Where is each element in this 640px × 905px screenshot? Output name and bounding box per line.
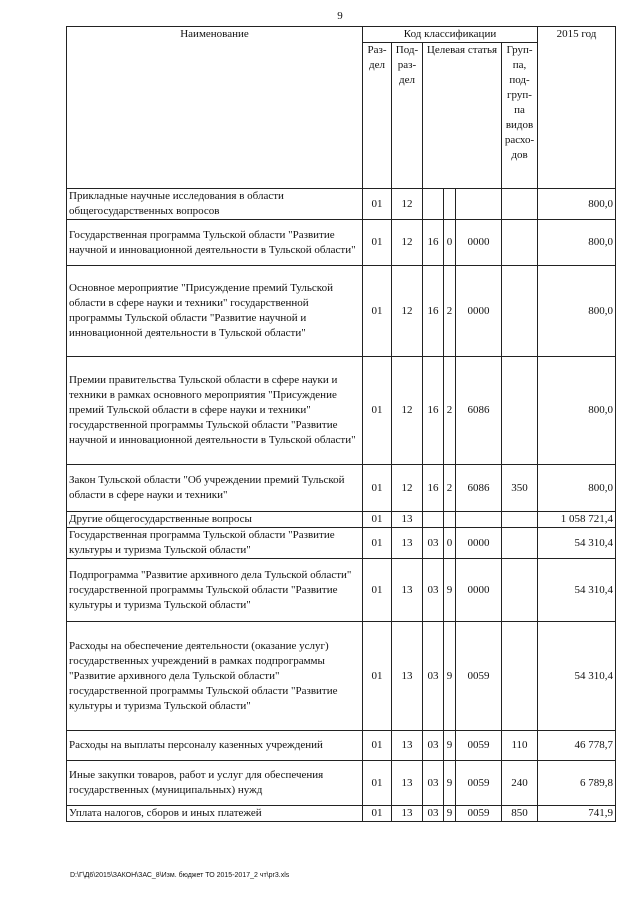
row-target-program: 16 xyxy=(423,266,444,357)
row-subsection: 12 xyxy=(392,465,423,512)
row-subsection: 13 xyxy=(392,731,423,761)
row-subsection: 12 xyxy=(392,266,423,357)
table-row xyxy=(67,220,616,266)
table-row xyxy=(67,357,616,465)
row-target-program: 03 xyxy=(423,761,444,806)
row-expense-group: 240 xyxy=(502,761,538,806)
row-target-direction: 0059 xyxy=(456,761,502,806)
row-target-subprogram: 2 xyxy=(444,266,456,357)
row-expense-group: 850 xyxy=(502,806,538,822)
row-target-direction: 0000 xyxy=(456,528,502,559)
table-row xyxy=(67,189,616,220)
row-target-program: 16 xyxy=(423,220,444,266)
row-target-direction: 0059 xyxy=(456,731,502,761)
header-expense-group: Груп- па, под- груп- па видов расхо- дов xyxy=(502,43,538,189)
table-row xyxy=(67,622,616,731)
row-name: Расходы на обеспечение деятельности (оказание услуг) государственных учреждений в рамках подпрограммы "Развитие архивного дела Тульской области" государственной программы Тульской области "Развитие культуры и туризма Тульской области" xyxy=(67,622,363,731)
row-amount: 800,0 xyxy=(538,357,616,465)
row-subsection: 12 xyxy=(392,357,423,465)
table-row xyxy=(67,266,616,357)
row-target-subprogram: 9 xyxy=(444,559,456,622)
row-target-direction: 0000 xyxy=(456,266,502,357)
row-amount: 800,0 xyxy=(538,465,616,512)
row-target-subprogram: 0 xyxy=(444,528,456,559)
row-section: 01 xyxy=(363,220,392,266)
row-section: 01 xyxy=(363,622,392,731)
row-expense-group: 350 xyxy=(502,465,538,512)
header-subsection: Под- раз- дел xyxy=(392,43,423,189)
row-target-direction: 6086 xyxy=(456,357,502,465)
row-target-subprogram: 2 xyxy=(444,465,456,512)
row-name: Другие общегосударственные вопросы xyxy=(67,512,363,528)
row-target-program xyxy=(423,189,444,220)
row-expense-group xyxy=(502,622,538,731)
table-row xyxy=(67,512,616,528)
row-expense-group xyxy=(502,189,538,220)
row-subsection: 13 xyxy=(392,761,423,806)
row-target-direction xyxy=(456,512,502,528)
row-subsection: 13 xyxy=(392,559,423,622)
row-amount: 46 778,7 xyxy=(538,731,616,761)
row-amount: 6 789,8 xyxy=(538,761,616,806)
row-target-program: 03 xyxy=(423,622,444,731)
row-expense-group xyxy=(502,220,538,266)
row-expense-group xyxy=(502,528,538,559)
row-name: Прикладные научные исследования в области общегосударственных вопросов xyxy=(67,189,363,220)
row-name: Государственная программа Тульской области "Развитие культуры и туризма Тульской области" xyxy=(67,528,363,559)
row-target-program: 03 xyxy=(423,806,444,822)
row-section: 01 xyxy=(363,465,392,512)
row-target-subprogram: 2 xyxy=(444,357,456,465)
row-expense-group xyxy=(502,559,538,622)
row-subsection: 12 xyxy=(392,220,423,266)
row-name: Премии правительства Тульской области в сфере науки и техники в рамках основного мероприятия "Присуждение премий Тульской области в сфере науки и техники" государственной программы Тульской области "Развитие научной и инновационной деятельности в Тульской области" xyxy=(67,357,363,465)
row-section: 01 xyxy=(363,806,392,822)
row-amount: 800,0 xyxy=(538,266,616,357)
row-subsection: 13 xyxy=(392,512,423,528)
row-amount: 54 310,4 xyxy=(538,622,616,731)
table-row xyxy=(67,761,616,806)
header-code-group: Код классификации xyxy=(363,27,538,43)
row-section: 01 xyxy=(363,512,392,528)
row-target-subprogram xyxy=(444,512,456,528)
row-subsection: 12 xyxy=(392,189,423,220)
row-section: 01 xyxy=(363,559,392,622)
table-row xyxy=(67,559,616,622)
header-name: Наименование xyxy=(67,27,363,189)
row-section: 01 xyxy=(363,528,392,559)
row-subsection: 13 xyxy=(392,622,423,731)
table-row xyxy=(67,806,616,822)
page-number: 9 xyxy=(337,10,343,22)
budget-table xyxy=(66,26,616,822)
row-section: 01 xyxy=(363,731,392,761)
row-subsection: 13 xyxy=(392,806,423,822)
row-target-direction: 0059 xyxy=(456,622,502,731)
row-expense-group xyxy=(502,266,538,357)
row-amount: 54 310,4 xyxy=(538,559,616,622)
row-name: Расходы на выплаты персоналу казенных учреждений xyxy=(67,731,363,761)
row-target-program xyxy=(423,512,444,528)
row-target-program: 03 xyxy=(423,559,444,622)
header-year: 2015 год xyxy=(538,27,616,189)
row-target-subprogram: 9 xyxy=(444,806,456,822)
row-target-direction xyxy=(456,189,502,220)
row-target-direction: 6086 xyxy=(456,465,502,512)
row-target-direction: 0000 xyxy=(456,220,502,266)
row-name: Закон Тульской области "Об учреждении премий Тульской области в сфере науки и техники" xyxy=(67,465,363,512)
row-amount: 800,0 xyxy=(538,220,616,266)
row-target-program: 03 xyxy=(423,528,444,559)
row-section: 01 xyxy=(363,189,392,220)
row-target-direction: 0059 xyxy=(456,806,502,822)
row-target-subprogram xyxy=(444,189,456,220)
row-name: Уплата налогов, сборов и иных платежей xyxy=(67,806,363,822)
row-target-program: 16 xyxy=(423,357,444,465)
row-expense-group: 110 xyxy=(502,731,538,761)
row-name: Основное мероприятие "Присуждение премий Тульской области в сфере науки и техники" государственной программы Тульской области "Развитие научной и инновационной деятельности в Тульской области" xyxy=(67,266,363,357)
row-target-program: 16 xyxy=(423,465,444,512)
row-target-subprogram: 9 xyxy=(444,761,456,806)
table-row xyxy=(67,731,616,761)
row-section: 01 xyxy=(363,357,392,465)
row-section: 01 xyxy=(363,761,392,806)
file-path-footer: D:\Г\Д6\2015\ЗАКОН\ЗАС_8\Изм. бюджет ТО 2015-2017_2 чт\pr3.xls xyxy=(70,872,290,879)
header-target-item: Целевая статья xyxy=(423,43,502,189)
row-name: Иные закупки товаров, работ и услуг для обеспечения государственных (муниципальных) нужд xyxy=(67,761,363,806)
row-amount: 1 058 721,4 xyxy=(538,512,616,528)
table-row xyxy=(67,465,616,512)
row-target-subprogram: 9 xyxy=(444,731,456,761)
header-section: Раз- дел xyxy=(363,43,392,189)
row-name: Подпрограмма "Развитие архивного дела Тульской области" государственной программы Тульской области "Развитие культуры и туризма Тульской области" xyxy=(67,559,363,622)
row-section: 01 xyxy=(363,266,392,357)
row-subsection: 13 xyxy=(392,528,423,559)
row-amount: 800,0 xyxy=(538,189,616,220)
row-target-direction: 0000 xyxy=(456,559,502,622)
row-target-program: 03 xyxy=(423,731,444,761)
row-target-subprogram: 9 xyxy=(444,622,456,731)
row-name: Государственная программа Тульской области "Развитие научной и инновационной деятельности в Тульской области" xyxy=(67,220,363,266)
row-expense-group xyxy=(502,357,538,465)
row-amount: 741,9 xyxy=(538,806,616,822)
row-expense-group xyxy=(502,512,538,528)
table-row xyxy=(67,528,616,559)
row-amount: 54 310,4 xyxy=(538,528,616,559)
row-target-subprogram: 0 xyxy=(444,220,456,266)
